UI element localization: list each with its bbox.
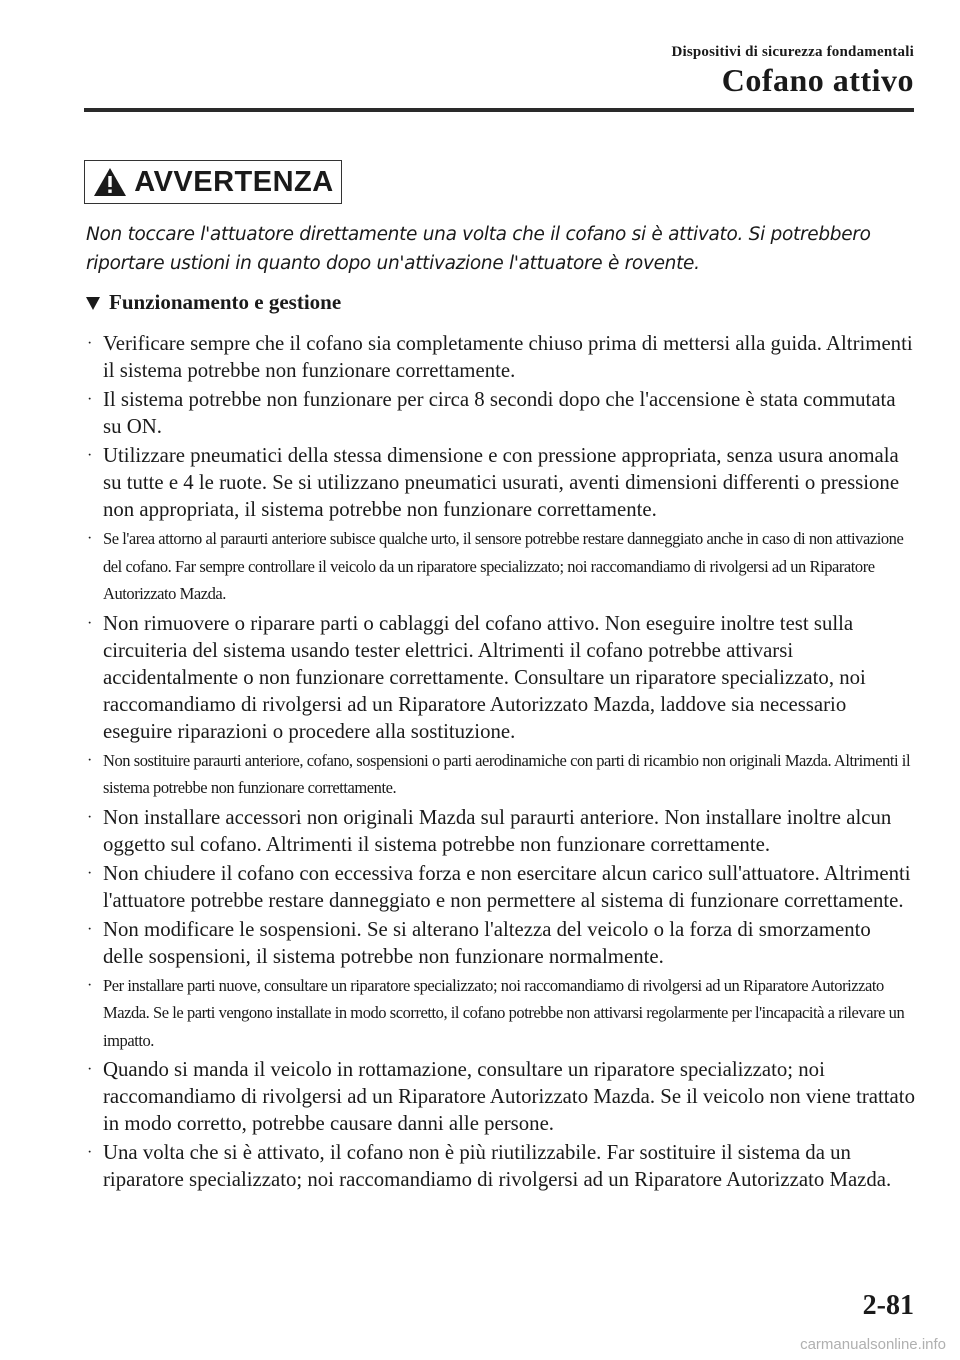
bullet-dot-icon: · [87,614,93,632]
warning-box [84,160,342,204]
list-item-text: Per installare parti nuove, consultare un riparatore specializzato; noi raccomandiamo di rivolgersi ad un Riparatore Autorizzato Mazda. Se le parti vengono installate in modo scorretto, il cofano potrebbe non attivarsi regolarmente per l'incapacità a rilevare un impatto. [103,975,905,1050]
list-item-text: Non sostituire paraurti anteriore, cofano, sospensioni o parti aerodinamiche con parti di ricambio non originali Mazda. Altrimenti il sistema potrebbe non funzionare correttamente. [103,750,911,797]
bullet-dot-icon: · [87,335,93,352]
list-item-text: Non rimuovere o riparare parti o cablaggi del cofano attivo. Non eseguire inoltre test sulla circuiteria del sistema usando tester elettrici. Altrimenti il cofano potrebbe attivarsi accidentalmente o non funzionare correttamente. Consultare un riparatore specializzato, noi raccomandiamo di rivolgersi ad un Riparatore Autorizzato Mazda, laddove sia necessario eseguire riparazioni o procedere alla sostituzione. [103,611,866,743]
list-item-text: Se l'area attorno al paraurti anteriore subisce qualche urto, il sensore potrebbe restare danneggiato anche in caso di non attivazione del cofano. Far sempre controllare il veicolo da un riparatore specializzato; noi raccomandiamo di rivolgersi ad un Riparatore Autorizzato Mazda. [103,529,904,603]
warning-text: Non toccare l'attuatore direttamente una volta che il cofano si è attivato. Si potrebbero riportare ustioni in quanto dopo un'attivazione l'attuatore è rovente. [86,224,871,274]
list-item-text: Non chiudere il cofano con eccessiva forza e non esercitare alcun carico sull'attuatore. Altrimenti l'attuatore potrebbe restare danneggiato e non permettere al sistema di funzionare correttamente. [103,861,911,912]
list-item [86,747,916,802]
bullet-dot-icon: · [87,1144,93,1161]
bullet-dot-icon: · [87,976,92,994]
triangle-down-icon [86,297,100,310]
section-heading [86,290,341,315]
bullet-dot-icon: · [87,1061,93,1078]
list-item-text: Il sistema potrebbe non funzionare per circa 8 secondi dopo che l'accensione è stata commutata su ON. [103,388,896,438]
watermark: carmanualsonline.info [800,1336,946,1353]
page-title: Cofano attivo [721,62,914,98]
list-item-text: Una volta che si è attivato, il cofano non è più riutilizzabile. Far sostituire il sistema da un riparatore specializzato; noi raccomandiamo di rivolgersi ad un Riparatore Autorizzato Mazda. [103,1141,892,1191]
header-section-label: Dispositivi di sicurezza fondamentali [671,44,914,60]
list-item-text: Utilizzare pneumatici della stessa dimensione e con pressione appropriata, senza usura anomala su tutte e 4 le ruote. Se si utilizzano pneumatici usurati, aventi dimensioni differenti o pressione non appropriata, il sistema potrebbe non funzionare correttamente. [103,444,900,521]
bullet-dot-icon: · [87,808,93,826]
list-item [86,525,916,608]
list-item [86,916,916,970]
bullet-dot-icon: · [87,530,92,547]
header-divider [84,108,914,112]
bullet-dot-icon: · [87,751,92,769]
bullet-dot-icon: · [87,447,93,464]
list-item-text: Non modificare le sospensioni. Se si alterano l'altezza del veicolo o la forza di smorzamento delle sospensioni, il sistema potrebbe non funzionare normalmente. [103,917,871,968]
list-item [86,386,916,440]
list-item [86,1056,916,1137]
page-number: 2-81 [862,1290,914,1321]
warning-triangle-icon [92,166,128,198]
bullet-dot-icon: · [87,391,93,408]
section-heading-text: Funzionamento e gestione [109,290,342,314]
list-item [86,972,916,1055]
list-item [86,330,916,384]
list-item [86,610,916,745]
list-item [86,442,916,523]
list-item-text: Verificare sempre che il cofano sia completamente chiuso prima di mettersi alla guida. Altrimenti il sistema potrebbe non funzionare correttamente. [103,332,913,382]
list-item [86,1139,916,1193]
warning-label: AVVERTENZA [134,165,334,198]
bullet-list [86,330,916,1195]
list-item [86,804,916,858]
list-item-text: Non installare accessori non originali Mazda sul paraurti anteriore. Non installare inoltre alcun oggetto sul cofano. Altrimenti il sistema potrebbe non funzionare correttamente. [103,805,892,856]
list-item [86,860,916,914]
bullet-dot-icon: · [87,920,93,938]
list-item-text: Quando si manda il veicolo in rottamazione, consultare un riparatore specializzato; noi raccomandiamo di rivolgersi ad un Riparatore Autorizzato Mazda. Se il veicolo non viene trattato in modo corretto, potrebbe causare danni alle persone. [103,1058,915,1135]
bullet-dot-icon: · [87,864,93,882]
